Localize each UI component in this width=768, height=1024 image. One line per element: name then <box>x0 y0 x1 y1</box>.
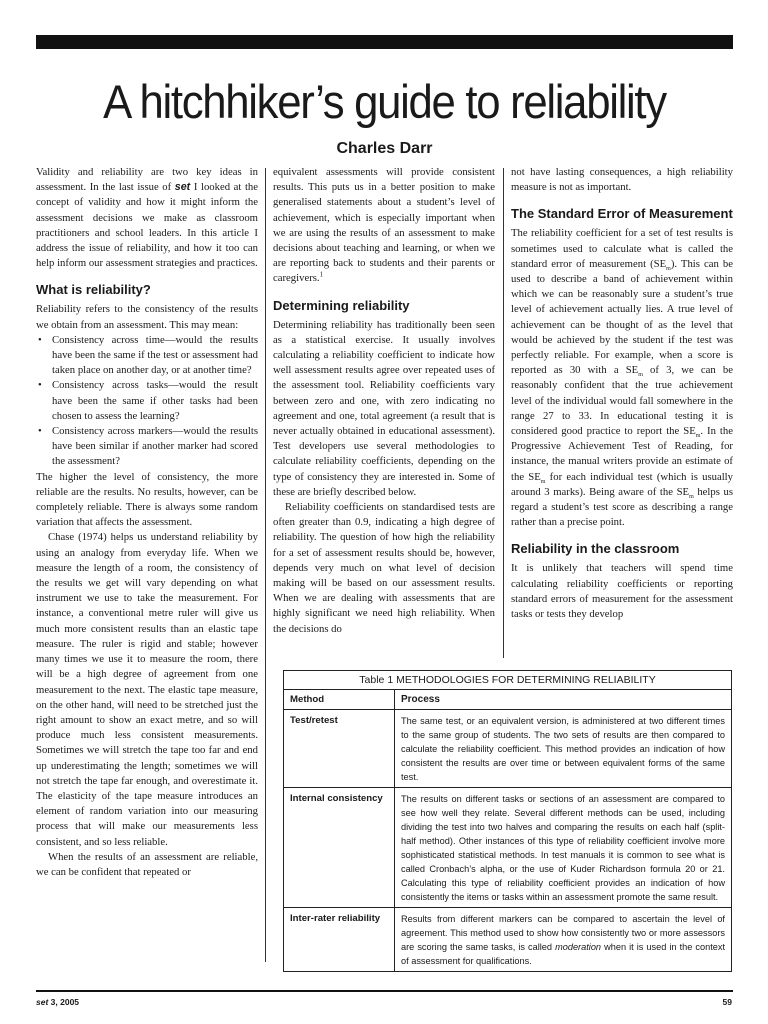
column-3 <box>511 165 733 622</box>
table-caption: Table 1 METHODOLOGIES FOR DETERMINING RELIABILITY <box>284 671 731 690</box>
column-divider <box>265 168 266 962</box>
list-item: • Consistency across tasks—would the result have been the same if other tasks had been chosen to assess the learning? <box>36 378 258 424</box>
process-text: Results from different markers can be compared to ascertain the level of agreement. This method used to show how consistently two or more assessors are scoring the same tasks, is called <box>401 914 725 952</box>
process-cell: The same test, or an equivalent version, is administered at two different times to the same group of students. The two sets of results are then compared to calculate the reliability coefficient. This method provides an indication of how consistent the results are over time or between equivalent forms of the same test. <box>395 710 732 788</box>
paragraph: When the results of an assessment are reliable, we can be confident that repeated or <box>36 850 258 878</box>
paragraph-text: for each individual test (which is usually around 3 marks). Being aware of the SE <box>511 470 733 498</box>
table-row <box>284 710 731 788</box>
process-cell <box>395 908 732 972</box>
author-name: Charles Darr <box>336 140 433 157</box>
paragraph-text: ). This can be used to describe a band of achievement within which we can be reasonably sure a student’s true level of achievement actually lies. A true level of achievement can be thought of as the level that would be achieved by the student if the test was perfectly reliable. For example, when a score is reported as 30 with a SE <box>511 257 733 377</box>
set-journal-name: set <box>174 181 191 194</box>
subscript: m <box>666 265 671 272</box>
paragraph: Reliability coefficients on standardised tests are often greater than 0.9, indicating a high degree of reliability. The question of how high the reliability for a set of assessment results should be, however, depends very much on what level of decision making will be based on our assessment results. When we are dealing with assessments that are highly significant we need high reliability. When the decisions do <box>273 501 495 635</box>
paragraph <box>273 165 495 287</box>
table-row <box>284 788 731 908</box>
paragraph: not have lasting consequences, a high reliability measure is not as important. <box>511 166 733 194</box>
method-cell: Internal consistency <box>284 788 395 908</box>
list-item: • Consistency across markers—would the results have been similar if another marker had scored the assessment? <box>36 424 258 470</box>
column-header-process: Process <box>395 690 732 710</box>
column-divider <box>503 168 504 658</box>
intro-paragraph <box>36 165 258 271</box>
bottom-rule <box>36 990 733 992</box>
list-item: • Consistency across time—would the results have been the same if the test or assessment had taken place on another day, or at another time? <box>36 333 258 379</box>
section-heading: The Standard Error of Measurement <box>511 206 733 222</box>
column-2 <box>273 165 495 637</box>
top-rule <box>36 35 733 49</box>
intro-text: I looked at the concept of validity and how it might inform the assessment decisions we make as classroom practitioners and school leaders. In this article I address the issue of reliability, and how it too can help inform our assessment strategies and practices. <box>36 181 259 270</box>
paragraph-text: . In the Progressive Achievement Test of Reading, for instance, the manual writers provide an estimate of the SE <box>511 425 733 483</box>
paragraph <box>511 226 733 530</box>
paragraph: Reliability refers to the consistency of the results we obtain from an assessment. This may mean: <box>36 303 258 331</box>
table-grid <box>284 690 731 971</box>
subscript: m <box>638 372 643 379</box>
article-title: A hitchhiker’s guide to reliability <box>103 75 666 128</box>
paragraph: The higher the level of consistency, the more reliable are the results. No results, however, can be completely reliable. There is always some random variation that affects the assessment. <box>36 470 258 529</box>
intro-text: Validity and reliability are two key ideas in assessment. In the last issue of <box>36 166 258 194</box>
process-cell: The results on different tasks or sections of an assessment are compared to see how well they relate. Several different methods can be used, including dividing the test into two halves and comparing the results on each half (split-half method). Other instances of this type of reliability coefficient involve more sophisticated statistical methods. In test manuals it is common to see what is called Cronbach’s alpha, or the use of Kuder Richardson formula 20 or 21. Calculating this type of reliability coefficient provides an indication of how consistently the items or tasks within an assessment promote the same result. <box>395 788 732 908</box>
emphasis-text: moderation <box>555 942 602 952</box>
set-journal-name: set <box>36 997 49 1007</box>
paragraph-text: The reliability coefficient for a set of test results is sometimes used to calculate what is called the standard error of measurement (SE <box>511 227 733 270</box>
paragraph: Chase (1974) helps us understand reliability by using an analogy from everyday life. When we measure the length of a room, the consistency of the results we get will vary depending on what instrument we use to take the measurement. For instance, a conventional metre ruler will give us much more consistent results than an elastic tape measure. The ruler is rigid and stable; however many times we use it to measure the room, there will be a high degree of agreement from one measurement to the next. The elastic tape measure, on the other hand, will need to be stretched just the right amount to show an exact metre, and so will produce much less consistent measurements. Sometimes we will stretch the tape too far and end up underestimating the length; sometimes we will not stretch the tape far enough, and overestimate it. The elasticity of the tape measure introduces an element of random variation into our measuring process that will make our measurements less consistent, and so less reliable. <box>36 531 258 848</box>
page-number: 59 <box>722 997 732 1007</box>
paragraph-text: helps us regard a student’s test score as describing a range rather than a precise point. <box>511 485 734 529</box>
methodologies-table <box>283 670 732 972</box>
table-header-row <box>284 690 731 710</box>
table-row <box>284 908 731 972</box>
subscript: m <box>540 478 546 485</box>
column-header-method: Method <box>284 690 395 710</box>
section-heading: Determining reliability <box>273 297 410 313</box>
issue-text: 3, 2005 <box>48 997 80 1007</box>
footnote-marker: 1 <box>319 270 324 279</box>
method-cell: Test/retest <box>284 710 395 788</box>
column-1 <box>36 165 258 880</box>
subscript: m <box>695 433 701 440</box>
paragraph-text: of 3, we can be reasonably confident that the true achievement level of the individual would fall somewhere in the range 27 to 33. In educational testing it is considered good practice to report the SE <box>511 364 733 438</box>
subscript: m <box>689 494 694 500</box>
footer-issue <box>36 997 79 1007</box>
section-heading: Reliability in the classroom <box>511 541 680 557</box>
method-cell: Inter-rater reliability <box>284 908 395 972</box>
section-heading: What is reliability? <box>36 282 151 298</box>
paragraph: It is unlikely that teachers will spend time calculating reliability coefficients or reporting standard errors of measurement for the assessment tasks or tests they develop <box>511 562 733 621</box>
bullet-list <box>36 333 258 470</box>
paragraph-text: equivalent assessments will provide consistent results. This puts us in a better position to make generalised statements about a student’s level of achievement, which is especially important when we are using the results of an assessment to make decisions about teaching and learning, or when we are reporting back to students and their parents or caregivers. <box>273 166 495 285</box>
process-text: when it is used in the context of assessment for qualifications. <box>401 942 726 966</box>
paragraph: Determining reliability has traditionally been seen as a statistical exercise. It usually involves calculating a reliability coefficient to indicate how well assessment results agree over repeated uses of the assessment tool. Reliability coefficients vary between zero and one, with zero indicating no agreement and one, total agreement (a result that is never actually obtained in educational assessment). Test developers use several methodologies to calculate reliability coefficients, depending on the type of consistency they are interested in. Some of these are briefly described below. <box>273 318 495 498</box>
